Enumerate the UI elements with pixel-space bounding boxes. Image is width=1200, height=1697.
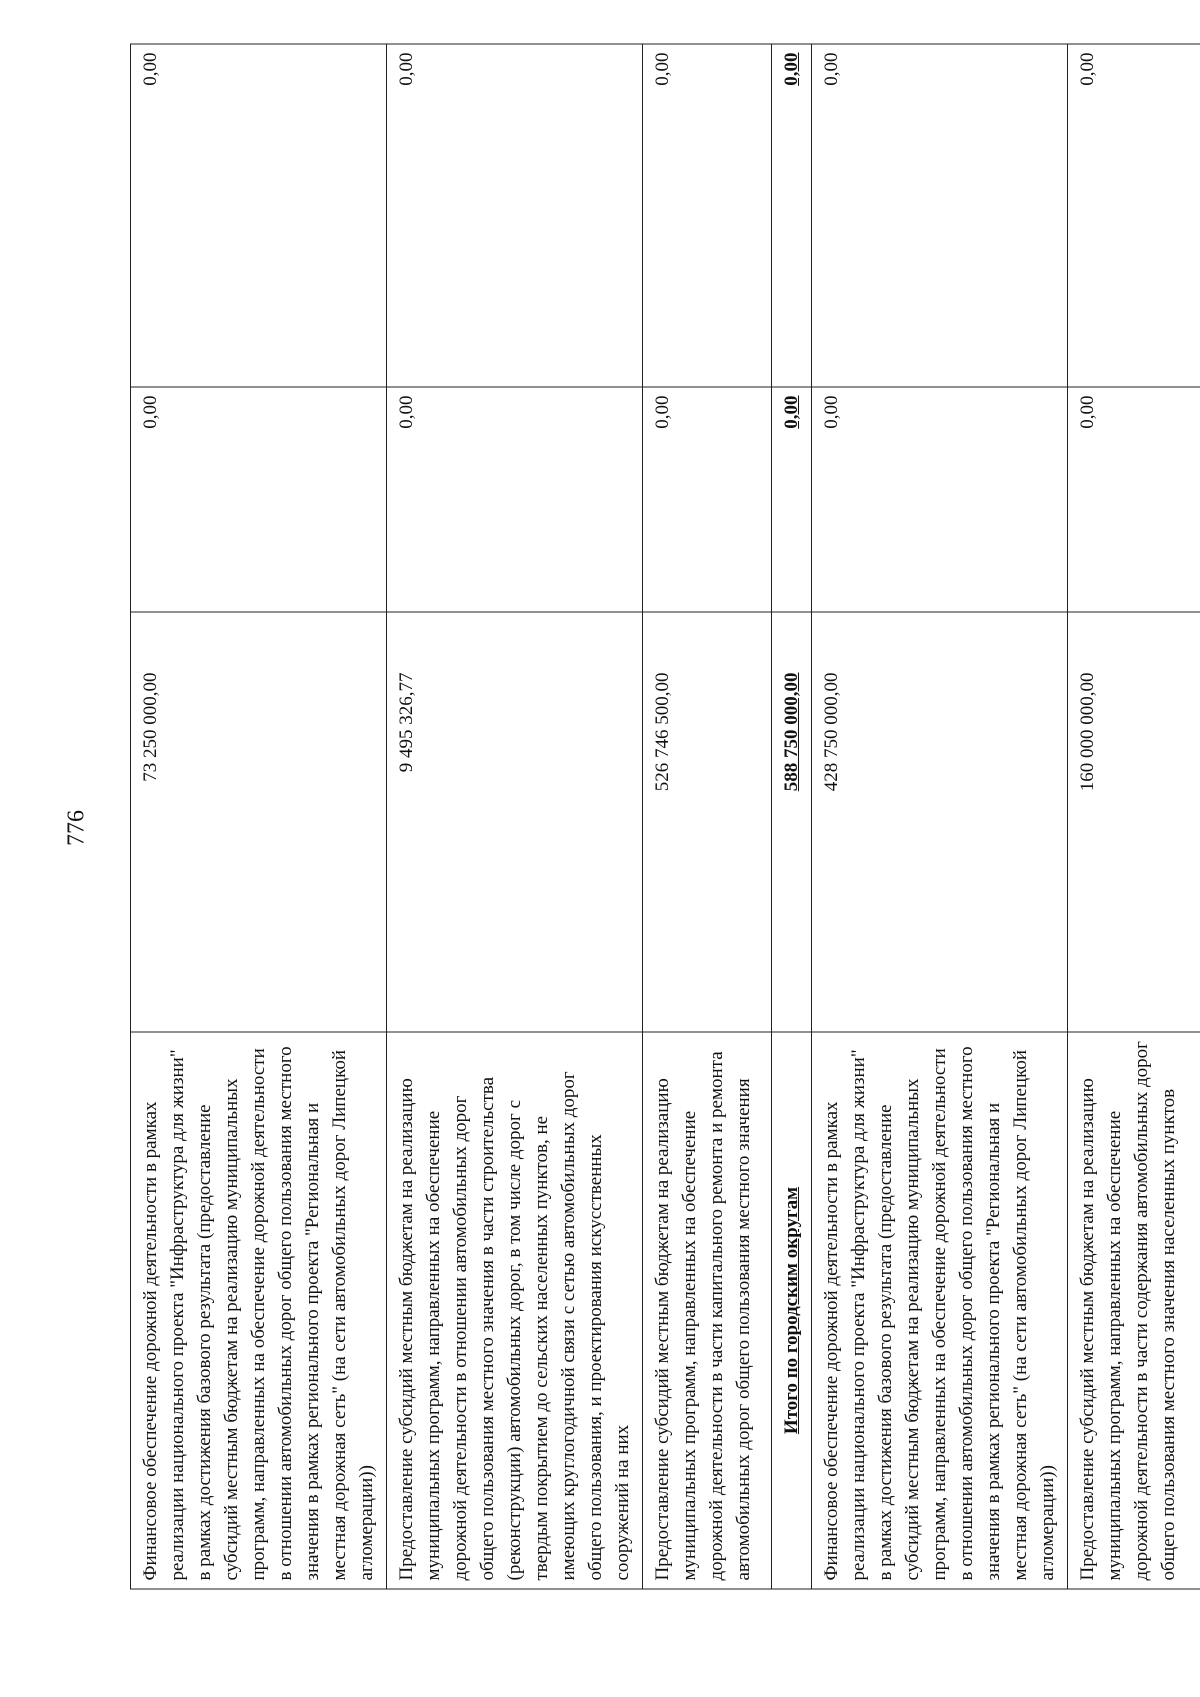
total-value-3 bbox=[772, 44, 812, 387]
total-value-3-text: 0,00 bbox=[781, 52, 802, 86]
row-value-1: 526 746 500,00 bbox=[643, 612, 772, 1032]
row-value-2: 0,00 bbox=[812, 387, 1068, 612]
table-row bbox=[1068, 44, 1200, 1589]
total-value-1-text: 588 750 000,00 bbox=[781, 672, 802, 792]
total-value-1 bbox=[772, 612, 812, 1032]
row-value-3: 0,00 bbox=[812, 44, 1068, 387]
total-row bbox=[772, 44, 812, 1589]
row-value-3: 0,00 bbox=[643, 44, 772, 387]
row-description: Финансовое обеспечение дорожной деятельности в рамках реализации национального проекта "Инфраструктура для жизни" в рамках достижения базового результата (предоставление субсидий местным бюджетам на реализацию муниципальных программ, направленных на обеспечение дорожной деятельности в отношении автомобильных дорог общего пользования местного значения в рамках регионального проекта "Региональная и местная дорожная сеть" (на сети автомобильных дорог Липецкой агломерации)) bbox=[812, 1032, 1068, 1589]
row-value-1: 428 750 000,00 bbox=[812, 612, 1068, 1032]
row-value-2: 0,00 bbox=[131, 387, 387, 612]
row-value-3: 0,00 bbox=[1068, 44, 1200, 387]
total-label bbox=[772, 1032, 812, 1589]
row-description: Предоставление субсидий местным бюджетам на реализацию муниципальных программ, направленных на обеспечение дорожной деятельности в отношении автомобильных дорог общего пользования местного значения в части строительства (реконструкции) автомобильных дорог, в том числе дорог с твердым покрытием до сельских населенных пунктов, не имеющих круглогодичной связи с сетью автомобильных дорог общего пользования, и проектирования искусственных сооружений на них bbox=[387, 1032, 643, 1589]
table-row bbox=[812, 44, 1068, 1589]
table-row bbox=[643, 44, 772, 1589]
row-value-2: 0,00 bbox=[1068, 387, 1200, 612]
row-value-3: 0,00 bbox=[131, 44, 387, 387]
row-description: Финансовое обеспечение дорожной деятельности в рамках реализации национального проекта "Инфраструктура для жизни" в рамках достижения базового результата (предоставление субсидий местным бюджетам на реализацию муниципальных программ, направленных на обеспечение дорожной деятельности в отношении автомобильных дорог общего пользования местного значения в рамках регионального проекта "Региональная и местная дорожная сеть" (на сети автомобильных дорог Липецкой агломерации)) bbox=[131, 1032, 387, 1589]
row-value-3: 0,00 bbox=[387, 44, 643, 387]
row-description: Предоставление субсидий местным бюджетам на реализацию муниципальных программ, направленных на обеспечение дорожной деятельности в части содержания автомобильных дорог общего пользования местного значения населенных пунктов bbox=[1068, 1032, 1200, 1589]
page-number: 776 bbox=[63, 810, 90, 846]
row-value-1: 73 250 000,00 bbox=[131, 612, 387, 1032]
table-row bbox=[387, 44, 643, 1589]
table-row bbox=[131, 44, 387, 1589]
row-value-2: 0,00 bbox=[643, 387, 772, 612]
total-label-text: Итого по городским округам bbox=[781, 1186, 802, 1435]
budget-table bbox=[130, 44, 1200, 1590]
rotated-table-container bbox=[130, 45, 1179, 1590]
row-value-2: 0,00 bbox=[387, 387, 643, 612]
row-description: Предоставление субсидий местным бюджетам на реализацию муниципальных программ, направленных на обеспечение дорожной деятельности в части капитального ремонта и ремонта автомобильных дорог общего пользования местного значения bbox=[643, 1032, 772, 1589]
total-value-2-text: 0,00 bbox=[781, 395, 802, 429]
row-value-1: 160 000 000,00 bbox=[1068, 612, 1200, 1032]
total-value-2 bbox=[772, 387, 812, 612]
row-value-1: 9 495 326,77 bbox=[387, 612, 643, 1032]
